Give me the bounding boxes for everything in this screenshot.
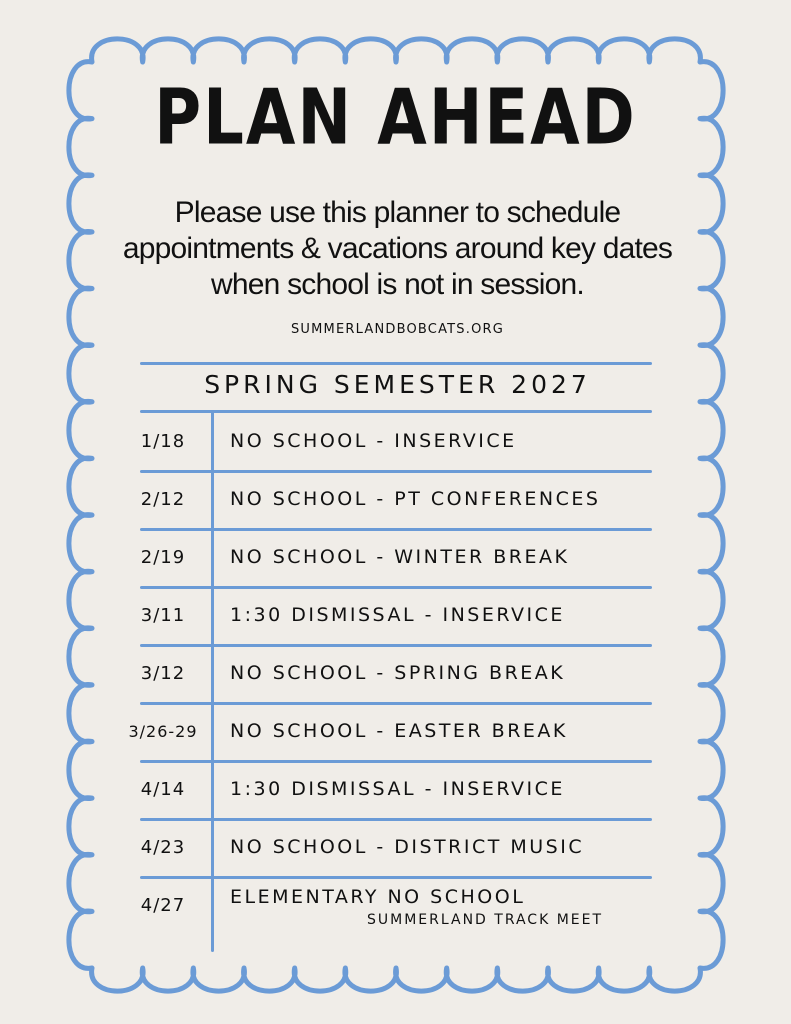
table-row [110,528,670,586]
row-event: NO SCHOOL - SPRING BREAK [230,662,566,684]
divider-line [140,362,652,365]
row-event: NO SCHOOL - PT CONFERENCES [230,488,601,510]
semester-title: SPRING SEMESTER 2027 [204,370,591,399]
website-link[interactable]: SUMMERLANDBOBCATS.ORG [290,322,505,337]
row-date: 4/23 [140,836,186,858]
row-date: 3/12 [140,662,186,684]
page-title: PLAN AHEAD [154,74,637,163]
row-date: 1/18 [140,430,186,452]
table-row [110,470,670,528]
table-row [110,644,670,702]
table-row [110,760,670,818]
table-row [110,702,670,760]
row-event: NO SCHOOL - INSERVICE [230,430,517,452]
row-event: NO SCHOOL - DISTRICT MUSIC [230,836,585,858]
table-row [110,586,670,644]
row-note: SUMMERLAND TRACK MEET [367,912,604,928]
table-row [110,876,670,934]
row-date: 2/12 [140,488,186,510]
row-date: 4/14 [140,778,186,800]
row-event: ELEMENTARY NO SCHOOL [230,886,526,908]
row-date: 4/27 [140,894,186,916]
row-date: 2/19 [140,546,186,568]
table-row [110,818,670,876]
row-date: 3/26-29 [128,721,198,741]
row-event: NO SCHOOL - WINTER BREAK [230,546,570,568]
row-date: 3/11 [140,604,186,626]
row-event: 1:30 DISMISSAL - INSERVICE [230,604,565,626]
table-row [110,412,670,470]
row-event: NO SCHOOL - EASTER BREAK [230,720,568,742]
intro-text: Please use this planner to schedule appointments & vacations around key dates when school is not in session. [122,196,673,301]
row-event: 1:30 DISMISSAL - INSERVICE [230,778,565,800]
